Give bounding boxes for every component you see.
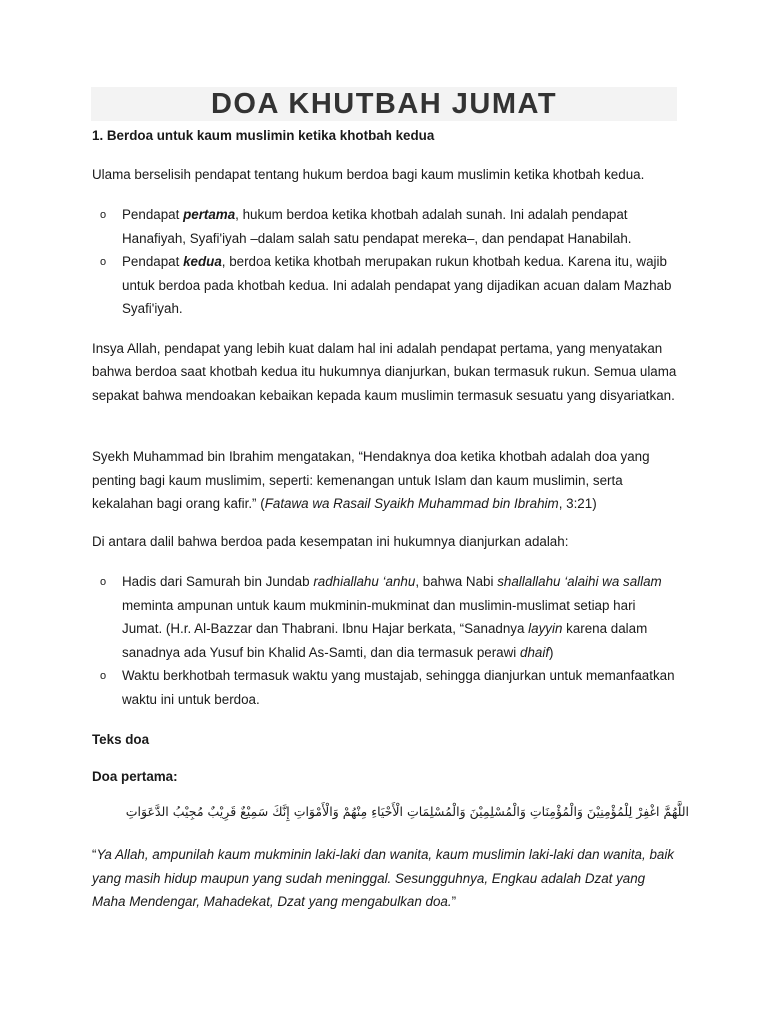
- dalil-item-1: [122, 570, 677, 664]
- bullet-marker: o: [100, 576, 107, 588]
- intro-paragraph: Ulama berselisih pendapat tentang hukum berdoa bagi kaum muslimin ketika khotbah kedua.: [92, 167, 645, 182]
- open-quote: “: [92, 847, 97, 862]
- bullet-marker: o: [100, 209, 107, 221]
- quote-source: Fatawa wa Rasail Syaikh Muhammad bin Ibrahim: [264, 496, 559, 511]
- arabic-prayer: اللَّهُمَّ اغْفِرْ لِلْمُؤْمِنِيْنَ وَالْمُؤْمِنَاتِ وَالْمُسْلِمِيْنَ وَالْمُسْلِمَاتِ الْأَحْيَاءِ مِنْهُمْ وَالْأَمْوَاتِ إِنَّكَ سَمِيْعٌ قَرِيْبٌ مُجِيْبُ الدَّعَوَاتِ: [125, 804, 689, 819]
- dalil-intro: Di antara dalil bahwa berdoa pada kesempatan ini hukumnya dianjurkan adalah:: [92, 534, 569, 549]
- dalil-italic: shallallahu ‘alaihi wa sallam: [497, 574, 662, 589]
- doa-pertama-heading: Doa pertama:: [92, 769, 178, 784]
- page-title: DOA KHUTBAH JUMAT: [210, 88, 558, 120]
- section-heading: 1. Berdoa untuk kaum muslimin ketika khotbah kedua: [92, 128, 435, 143]
- teks-doa-heading: Teks doa: [92, 732, 150, 747]
- opinion-text: , hukum berdoa ketika khotbah adalah sunah. Ini adalah pendapat Hanafiyah, Syafi'iyah –dalam salah satu pendapat mereka–, dan pendapat Hanabilah.: [122, 207, 632, 246]
- quote-citation: , 3:21): [558, 496, 597, 511]
- dalil-italic: radhiallahu ‘anhu: [313, 574, 416, 589]
- insya-allah-paragraph: Insya Allah, pendapat yang lebih kuat dalam hal ini adalah pendapat pertama, yang menyatakan bahwa berdoa saat khotbah kedua itu hukumnya dianjurkan, bukan termasuk rukun. Semua ulama sepakat bahwa mendoakan kebaikan kepada kaum muslimin termasuk sesuatu yang disyariatkan.: [92, 341, 677, 403]
- opinion-item-2: [122, 250, 677, 321]
- close-quote: ”: [451, 894, 457, 909]
- opinion-text: , berdoa ketika khotbah merupakan rukun khotbah kedua. Karena itu, wajib untuk berdoa pada khotbah kedua. Ini adalah pendapat yang dijadikan acuan dalam Mazhab Syafi'iyah.: [122, 254, 672, 316]
- dalil-item-2: Waktu berkhotbah termasuk waktu yang mustajab, sehingga dianjurkan untuk memanfaatkan waktu ini untuk berdoa.: [122, 668, 675, 707]
- dalil-italic: layyin: [528, 621, 563, 636]
- dalil-text: Hadis dari Samurah bin Jundab: [122, 574, 314, 589]
- dalil-text: karena dalam sanadnya ada Yusuf bin Khalid As-Samti, dan dia termasuk perawi: [122, 621, 648, 660]
- quote-text: Syekh Muhammad bin Ibrahim mengatakan, “Hendaknya doa ketika khotbah adalah doa yang penting bagi kaum muslimim, seperti: kemenangan untuk Islam dan kaum muslimin, serta kekalahan bagi orang kafir.” (: [92, 449, 650, 511]
- syekh-quote-paragraph: [92, 445, 682, 516]
- opinion-emphasis: kedua: [183, 254, 222, 269]
- opinion-prefix: Pendapat: [122, 207, 184, 222]
- bullet-marker: o: [100, 670, 107, 682]
- dalil-text: meminta ampunan untuk kaum mukminin-mukminat dan muslimin-muslimat setiap hari Jumat. (H.r. Al-Bazzar dan Thabrani. Ibnu Hajar berkata, “Sanadnya: [122, 597, 636, 636]
- translation-text: Ya Allah, ampunilah kaum mukminin laki-laki dan wanita, kaum muslimin laki-laki dan wanita, baik yang masih hidup maupun yang sudah meninggal. Sesungguhnya, Engkau adalah Dzat yang Maha Mendengar, Mahadekat, Dzat yang mengabulkan doa.: [92, 847, 675, 909]
- opinion-prefix: Pendapat: [122, 254, 184, 269]
- dalil-italic: dhaif: [520, 644, 550, 660]
- dalil-text: , bahwa Nabi: [415, 574, 498, 589]
- prayer-translation: [92, 843, 682, 914]
- opinion-item-1: [122, 203, 677, 250]
- opinion-emphasis: pertama: [183, 207, 236, 222]
- bullet-marker: o: [100, 256, 107, 268]
- dalil-text: ): [549, 644, 554, 660]
